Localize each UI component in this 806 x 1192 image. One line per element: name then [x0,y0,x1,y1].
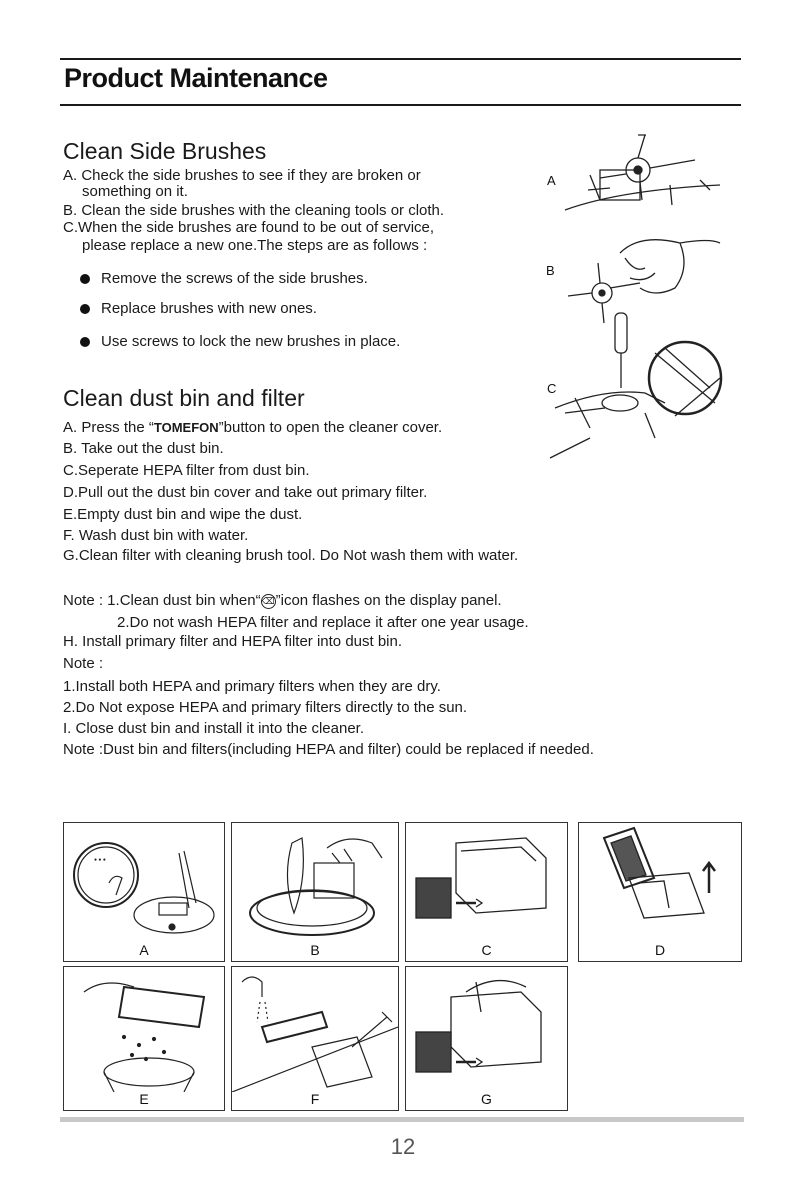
side-brushes-line: C.When the side brushes are found to be out of service, [63,219,435,236]
dust-bin-step-a [63,419,442,436]
side-brush-screw-illustration [545,308,725,473]
dust-bin-step: G.Clean filter with cleaning brush tool. Do Not wash them with water. [63,547,519,564]
side-brush-check-illustration [560,130,730,230]
figure-c [405,822,568,962]
dust-bin-step: E.Empty dust bin and wipe the dust. [63,506,303,523]
dust-bin-step: B. Take out the dust bin. [63,440,224,457]
figure-label-d: D [654,942,666,958]
side-brushes-bullet: Use screws to lock the new brushes in place. [101,333,401,350]
dust-bin-step: D.Pull out the dust bin cover and take out primary filter. [63,484,428,501]
figure-e [63,966,225,1111]
figure-a [63,822,225,962]
dust-bin-icon: ⌫ [261,594,276,609]
side-brushes-line: something on it. [82,183,188,200]
dust-bin-step-a-prefix: A. Press the “ [63,419,154,436]
empty-dust-bin-illustration [64,967,224,1092]
dust-bin-heading: Clean dust bin and filter [63,385,305,411]
robot-open-cover-illustration [64,823,224,943]
note-line: I. Close dust bin and install it into the cleaner. [63,720,365,737]
note-1 [63,592,502,609]
dust-bin-step: C.Seperate HEPA filter from dust bin. [63,462,310,479]
bullet-dot-icon [80,304,90,314]
bullet-dot-icon [80,337,90,347]
illustration-label-b: B [546,263,555,278]
figure-label-e: E [139,1091,149,1107]
figure-label-c: C [481,942,492,958]
note-line: 1.Install both HEPA and primary filters when they are dry. [63,678,441,695]
separate-hepa-filter-illustration [406,823,567,943]
page-number: 12 [390,1134,416,1159]
clean-filter-brush-illustration [406,967,567,1092]
page-title: Product Maintenance [64,63,328,93]
header-top-rule [60,58,741,60]
side-brushes-line: B. Clean the side brushes with the cleaning tools or cloth. [63,202,445,219]
figure-f [231,966,399,1111]
side-brushes-bullet: Remove the screws of the side brushes. [101,270,368,287]
take-out-dust-bin-illustration [232,823,398,943]
pull-out-primary-filter-illustration [579,823,741,943]
figure-b [231,822,399,962]
footer-rule [60,1117,744,1122]
dust-bin-step-a-suffix: ”button to open the cleaner cover. [218,419,443,436]
side-brushes-line: please replace a new one.The steps are as follows : [82,237,428,254]
note-line: H. Install primary filter and HEPA filter into dust bin. [63,633,403,650]
side-brushes-line: A. Check the side brushes to see if they are broken or [63,167,421,184]
figure-d [578,822,742,962]
figure-label-a: A [139,942,149,958]
note-line: 2.Do Not expose HEPA and primary filters directly to the sun. [63,699,468,716]
header-bottom-rule [60,104,741,106]
note-line: 2.Do not wash HEPA filter and replace it after one year usage. [117,614,529,631]
dust-bin-step: F. Wash dust bin with water. [63,527,249,544]
brand-button-name: TOMEFON [153,420,219,435]
figure-label-f: F [310,1091,320,1107]
wash-dust-bin-illustration [232,967,398,1092]
figure-label-b: B [310,942,320,958]
side-brushes-heading: Clean Side Brushes [63,138,267,164]
bullet-dot-icon [80,274,90,284]
note-1-suffix: ”icon flashes on the display panel. [275,592,502,609]
illustration-label-a: A [547,173,556,188]
svg-text:● ● ●: ● ● ● [94,857,106,863]
illustration-label-c: C [547,381,557,396]
note-1-prefix: Note : 1.Clean dust bin when“ [63,592,261,609]
side-brushes-bullet: Replace brushes with new ones. [101,300,317,317]
figure-label-g: G [481,1091,492,1107]
figure-g [405,966,568,1111]
note-line: Note : [63,655,104,672]
note-line: Note :Dust bin and filters(including HEPA and filter) could be replaced if needed. [63,741,594,758]
